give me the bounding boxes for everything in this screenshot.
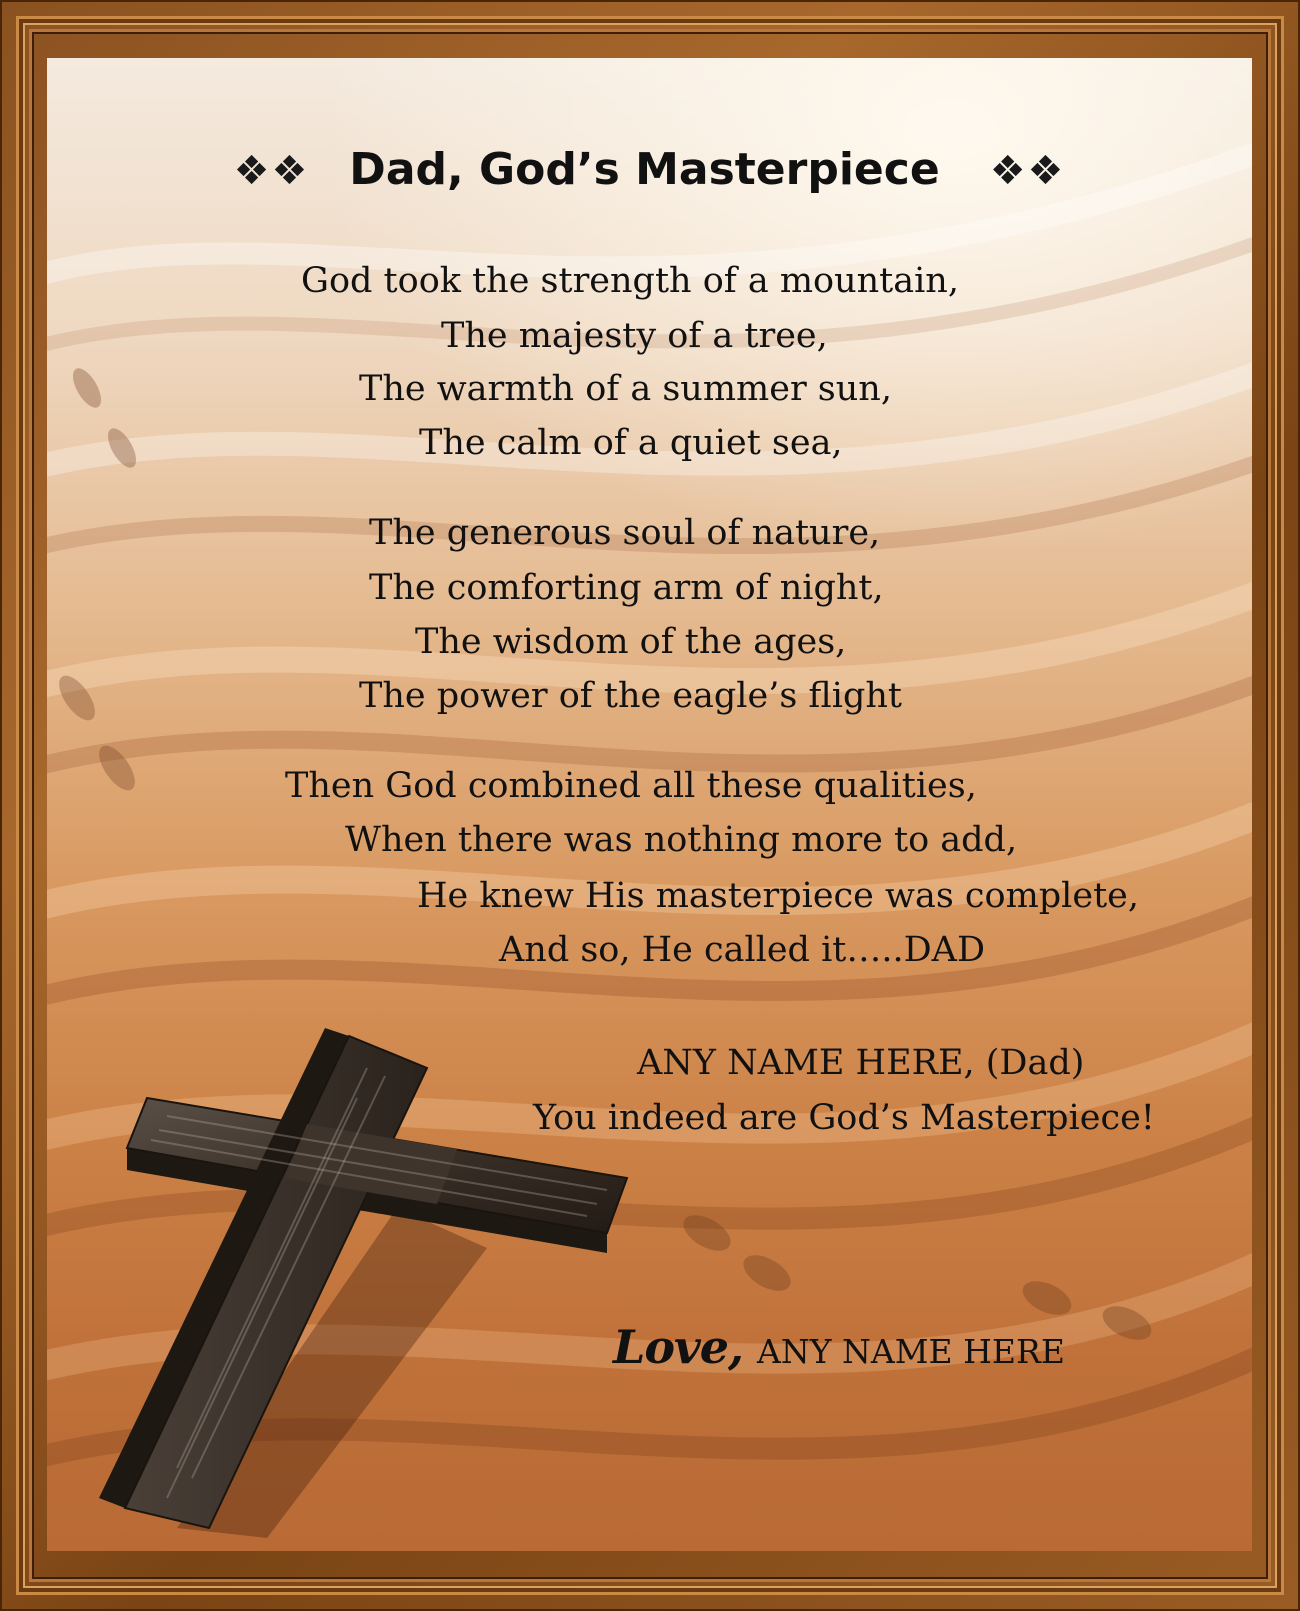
poem-line: Then God combined all these qualities, (285, 766, 977, 806)
signature-name: ANY NAME HERE (757, 1332, 1065, 1371)
poem-line: The generous soul of nature, (369, 513, 881, 553)
poem-line: The calm of a quiet sea, (419, 423, 843, 463)
poem-line: The warmth of a summer sun, (359, 369, 892, 409)
poem-line: The wisdom of the ages, (415, 622, 847, 662)
poem-line: And so, He called it…..DAD (499, 930, 986, 970)
poem-line: The comforting arm of night, (369, 568, 884, 608)
signature (613, 1320, 1065, 1374)
title-text: Dad, God’s Masterpiece (349, 144, 940, 195)
dedication-message: You indeed are God’s Masterpiece! (533, 1098, 1155, 1138)
footprints-left (52, 364, 141, 796)
poem-line: When there was nothing more to add, (345, 820, 1018, 860)
poem-line: He knew His masterpiece was complete, (417, 876, 1139, 916)
poem-line: God took the strength of a mountain, (301, 261, 959, 301)
diamond-ornament-icon: ❖❖ (233, 148, 310, 194)
love-script: Love, (613, 1320, 744, 1374)
poem-line: The majesty of a tree, (441, 316, 828, 356)
poem-title (47, 144, 1252, 195)
diamond-ornament-icon: ❖❖ (989, 148, 1066, 194)
dedication-name: ANY NAME HERE, (Dad) (637, 1043, 1085, 1083)
wooden-cross-icon (67, 1028, 667, 1538)
poem-line: The power of the eagle’s flight (359, 676, 902, 716)
poem-canvas (47, 58, 1252, 1551)
